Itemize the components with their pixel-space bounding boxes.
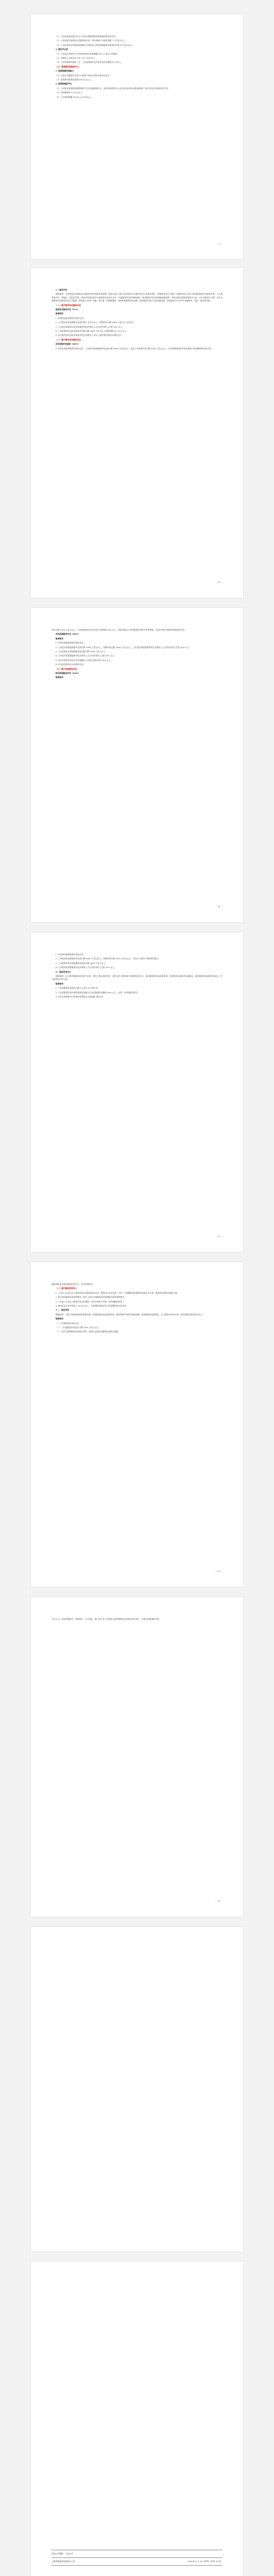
- page-4: [31, 933, 243, 1252]
- paragraph: 2. 上年度知识流程服务外包执行额 5000 万美元以上，或离岸执行额 3000 万美元以上，具有自主知识产权的研发能力；: [55, 957, 161, 960]
- paragraph: 6. 从事业务流程服务外包的企业，上年度业务流程服务外包执行额 5000 万美元以上，或者上年度离岸执行额 3000 万美元以上，具有较强的国际市场开拓能力和品牌影响力的企业。: [55, 347, 213, 350]
- paragraph: 4. 上年度知识流程服务外包业务收入占企业营业收入比重 50% 以上。: [55, 966, 116, 969]
- paragraph: （2）上年度获区批准的自贸服务业标准；海外独资支引进资金额 77 亿美元以上；: [55, 39, 127, 42]
- paragraph: 1. 从事知识流程服务外包的企业；: [55, 953, 85, 956]
- paragraph: （3）上年度承担获外商组成新模式开展进出口的国家级服务业推进项目额 50 亿美元以上。: [55, 43, 135, 46]
- paragraph: 领域说明：为贯彻落实国务院有关服务外包发展的决策部署，推进中国(上海)自贸试验区以及服务外包示范城市建设，将服务外包作为提升上海城市核心竞争力和国际影响力的重要支撑，大力推进数字化、智能化、国际化发展，培育具有国际竞争力的服务外包龙头企业，打造服务外包发展新高地，推动服务外包向价值链高端延伸，形成以知识密集型服务为主体、以专业服务为支撑、具有全球影响力的服务外包产业集群，积极参与全球产业链、供应链、价值链重构，加快培育服务外包品牌，推动服务外包产业高质量发展，形成更高水平对外开放新格局，营造一流营商环境。: [52, 293, 222, 302]
- paragraph: 培育要求：: [55, 312, 65, 315]
- page-3: [31, 608, 243, 922]
- paragraph: （2）营业额收购 15 亿元以上；: [55, 91, 84, 94]
- paragraph: （一）基于数字技术服务外包: [55, 303, 81, 307]
- paragraph: 1. 上年度 16 家及以上境外投资实际服务贸易企业，服务出口实际业务，具有一定规模的国际服务贸易进出口业务，服务贸易创新发展能力强。: [55, 1291, 179, 1294]
- page-6: [31, 1597, 243, 1917]
- paragraph: 方法公示。具体申报程序、受理条件、公示安排、部门认定等工作按照上海市商务委员会相关规定执行，具体以申报通知为准。: [52, 1618, 161, 1620]
- paragraph: 九、服务贸易中心: [55, 970, 71, 973]
- paragraph: 2. 上年度信息技术服务外包执行额 1 亿美元以上，或离岸执行额 5000 万美元以上的企业；: [55, 321, 135, 324]
- issue-date: 2020年 3 月 18 日印发（共印 50 份）: [188, 2560, 222, 2563]
- paragraph: 培育要求：: [55, 637, 65, 640]
- page-5: [31, 1262, 243, 1587]
- page-1-content: [52, 35, 222, 100]
- paragraph: （二）基于数字技术服务外包: [55, 338, 81, 341]
- paragraph: 1. 上年度服务贸易进出口额 1 亿美元以上的企业；: [55, 987, 100, 990]
- paragraph: 八、服务外包: [55, 289, 67, 291]
- page-number: — 20 —: [215, 906, 222, 908]
- page-4-content: [52, 953, 222, 999]
- paragraph: （一）从事服务贸易的企业；: [55, 1321, 81, 1325]
- page-2-content: [52, 289, 222, 351]
- paragraph: 领域说明：支持上海市服务贸易创新发展，促进服务贸易高质量发展，加快构建开放型经济新体制，推进服务贸易便利化，扩大服务业对外开放，提升服务贸易国际竞争力。: [55, 1313, 204, 1316]
- page-number: — 1 —: [216, 243, 222, 245]
- paragraph: 包总计额 1000 万美元以上；上海市服务外包企业重点业务领域 50% 以上；承担国家及上海市服务外包相关业务领域，为国内外客户提供优质服务的企业。: [52, 629, 187, 631]
- paragraph: 1. 从事业务流程服务外包的企业；: [55, 641, 85, 645]
- paragraph: （二）上年度服务贸易进出口额 1000 万美元以上；: [55, 1326, 101, 1329]
- page-number: — 23 —: [215, 1900, 222, 1902]
- paragraph: 培育要求：: [55, 982, 65, 985]
- paragraph: （2）区域进入中国企业 100 万元人民币以上；: [55, 57, 97, 60]
- colophon-bottom-rule: [52, 2565, 222, 2566]
- page-3-content: [52, 629, 222, 681]
- paragraph: 知识流程服务外包（KPO）: [55, 672, 80, 675]
- paragraph: （二）基于服务贸易中心: [55, 1287, 77, 1290]
- page-number: — 22 —: [215, 1570, 222, 1572]
- paragraph: 3. 上年度从事离岸信息技术服务外包业务收入占企业营业收入比重 50% 以上；: [55, 325, 124, 328]
- paragraph: 3. 上年度离岸知识流程服务外包执行额 3000 万美元以上；: [55, 961, 108, 964]
- paragraph: （1）上年度从事国际服务数据资产化及功能数据平台、海外投资研发中心及在国内投资本化集成转换产业社会信息实际的机会企业；: [55, 87, 170, 90]
- page-6-content: [52, 1618, 222, 1622]
- paragraph: 3. 上年度 15 家以上服务贸易企业集聚，具有完善的产业链、供应链配套体系。: [55, 1300, 125, 1303]
- colophon-mid-rule: [52, 2557, 222, 2558]
- paragraph: 4. 上年度业务流程服务外包业务收入占企业营业收入比重 50% 以上；: [55, 654, 116, 657]
- page-1: [31, 14, 243, 259]
- issuer: 上海市服务贸易协会办公室: [52, 2560, 75, 2563]
- paragraph: （1）上年度区获国内平台外资本投资企业数量累计达 15 家以上的载体；: [55, 52, 119, 55]
- paragraph: 十一、服务贸易: [55, 1309, 70, 1312]
- paragraph: 培育要求：: [55, 1317, 65, 1320]
- paragraph: 1. 从事信息技术服务外包的企业；: [55, 316, 85, 319]
- page-number: — 19 —: [215, 581, 222, 583]
- colophon-row: [52, 2552, 222, 2555]
- paragraph: 3. 具有完善的知识产权保护体系和自主创新能力的企业。: [55, 995, 105, 998]
- paragraph: 2. 上年度业务流程服务外包执行额 5000 万美元以上，或离岸执行额 3000 万美元以上，上年度业务流程服务外包业务收入占企业营业收入比重 50% 以上；: [55, 646, 192, 649]
- disclosure-label: 信息公开属性：主动公开: [52, 2552, 73, 2555]
- paragraph: 3. 上年度离岸业务流程服务外包执行额 3000 万美元以上；: [55, 650, 108, 653]
- paragraph: （3）上年度收购额 100 亿元人民币以上。: [55, 95, 93, 98]
- paragraph: （2）投资数字服务贸易额 550 亿元以上。: [55, 78, 93, 81]
- page-2: [31, 268, 243, 598]
- paragraph: 信息技术服务外包（ITO）: [55, 308, 79, 311]
- paragraph: 服务商贸易方面有较强的竞争力，企业发展较好。: [52, 1283, 95, 1285]
- paragraph: 5. 符合条件的信息技术服务外包企业拥有 3 项以上软件著作权或专利的企业。: [55, 334, 123, 337]
- paragraph: 3. 服务平台类: [55, 48, 68, 51]
- paragraph: （三）具有完善的服务贸易统计体系，按规定及时报送服务贸易统计数据。: [55, 1330, 120, 1333]
- paragraph: （1）上年度获国际组合作分工布局支撑的服务国家级载体建设的企业；: [55, 35, 117, 38]
- paragraph: 2. 培育数据资产化: [55, 82, 72, 86]
- paragraph: 5. 企业从事的业务外包业务规模在上年度占国际业务 50% 以上；: [55, 658, 113, 662]
- paragraph: 4. 上年度离岸信息技术服务外包执行额 5000 万美元以上或离岸额占比 50% 以上；: [55, 330, 129, 333]
- paragraph: 6. 具有国际资质认证体系的企业。: [55, 663, 85, 666]
- paragraph: （1）认证区实施规管开展平台规划下审查专利机会的外包企业；: [55, 74, 112, 77]
- paragraph: 培育要求：: [55, 676, 65, 679]
- paragraph: （3）上年度新增申报第二文、上年度使国际化市场开拓企业数量 50 家以上。: [55, 61, 123, 64]
- paragraph: 2. 上年度服务贸易中离岸服务贸易额占企业总服务贸易额的 50% 以上，具有一定的国际竞争力；: [55, 991, 140, 994]
- paragraph: 领域说明：以上海市服务贸易发展为目标，依托上海自贸试验区，建设具有全球影响力的服务贸易中心，推动服务贸易高质量发展，培育服务贸易新业态新模式，深化服务贸易创新发展试点，扩大服务业对外开放。: [52, 975, 222, 981]
- page-7: [31, 1927, 243, 2251]
- paragraph: （三）培育新形势服务中心: [55, 65, 79, 68]
- paragraph: 业务流程外包服务（BPO）: [55, 343, 80, 346]
- paragraph: 4. 服务贸易企业营业收入 50 亿元以上，有较强的国际竞争力和品牌影响力的企业。: [55, 1304, 128, 1308]
- page-5-content: [52, 1283, 222, 1335]
- paragraph: 1. 培育数据发展能力: [55, 70, 74, 73]
- paragraph: 业务流程服务外包（BPO）: [55, 633, 80, 636]
- colophon-row: [52, 2560, 222, 2563]
- colophon: [52, 2550, 222, 2566]
- paragraph: （三）基于知识服务外包: [55, 667, 77, 670]
- paragraph: 2. 参与国际服务贸易规则制定，提升上海在全球服务贸易领域的话语权和影响力。: [55, 1296, 127, 1299]
- back-page: [31, 2262, 243, 2576]
- page-number: — 21 —: [215, 1235, 222, 1238]
